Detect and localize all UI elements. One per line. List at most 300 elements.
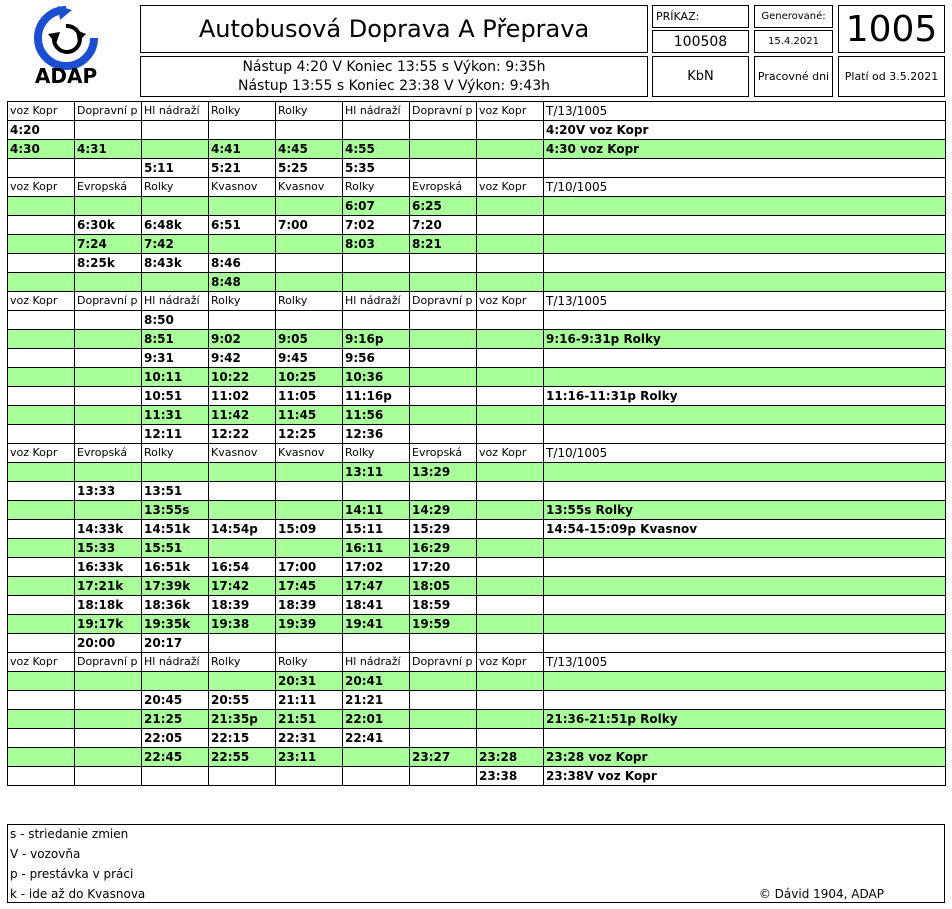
- time-cell: 19:59: [410, 615, 477, 634]
- time-cell: [410, 691, 477, 710]
- time-cell: [410, 330, 477, 349]
- time-cell: 12:25: [276, 425, 343, 444]
- time-cell: Rolky: [276, 653, 343, 672]
- time-cell: 15:29: [410, 520, 477, 539]
- time-cell: [8, 368, 75, 387]
- time-cell: [8, 387, 75, 406]
- time-cell: 10:11: [142, 368, 209, 387]
- table-row: [8, 387, 946, 406]
- shift-line-1: Nástup 4:20 V Koniec 13:55 s Výkon: 9:35h: [242, 58, 546, 75]
- time-cell: [477, 406, 544, 425]
- legend-item-v: V - vozovňa: [10, 847, 81, 861]
- time-cell: [8, 672, 75, 691]
- row-note-cell: [544, 197, 946, 216]
- time-cell: [75, 368, 142, 387]
- duty-number: 1005: [838, 5, 945, 53]
- time-cell: 23:27: [410, 748, 477, 767]
- time-cell: 8:50: [142, 311, 209, 330]
- time-cell: 7:24: [75, 235, 142, 254]
- row-note-cell: [544, 482, 946, 501]
- table-row: [8, 121, 946, 140]
- time-cell: [142, 140, 209, 159]
- time-cell: 4:41: [209, 140, 276, 159]
- time-cell: 6:48k: [142, 216, 209, 235]
- time-cell: Kvasnov: [209, 178, 276, 197]
- time-cell: 20:31: [276, 672, 343, 691]
- time-cell: voz Kopr: [8, 102, 75, 121]
- time-cell: [410, 121, 477, 140]
- time-cell: [343, 254, 410, 273]
- time-cell: [477, 672, 544, 691]
- row-note-cell: [544, 691, 946, 710]
- time-cell: Hl nádraží: [142, 292, 209, 311]
- time-cell: 5:11: [142, 159, 209, 178]
- time-cell: 8:48: [209, 273, 276, 292]
- time-cell: 6:51: [209, 216, 276, 235]
- legend-item-p: p - prestávka v práci: [10, 867, 134, 881]
- table-row: [8, 197, 946, 216]
- table-row: [8, 539, 946, 558]
- timetable-body: [8, 102, 946, 786]
- time-cell: 7:02: [343, 216, 410, 235]
- time-cell: 13:11: [343, 463, 410, 482]
- time-cell: 20:45: [142, 691, 209, 710]
- row-note-cell: [544, 254, 946, 273]
- time-cell: [75, 311, 142, 330]
- row-note-cell: 21:36-21:51p Rolky: [544, 710, 946, 729]
- time-cell: Dopravní p: [410, 292, 477, 311]
- time-cell: 14:11: [343, 501, 410, 520]
- time-cell: 16:33k: [75, 558, 142, 577]
- row-note-cell: T/10/1005: [544, 444, 946, 463]
- row-note-cell: [544, 273, 946, 292]
- time-cell: 17:21k: [75, 577, 142, 596]
- time-cell: [477, 330, 544, 349]
- generated-value: 15.4.2021: [754, 30, 833, 53]
- table-row: [8, 311, 946, 330]
- time-cell: [410, 729, 477, 748]
- time-cell: 8:43k: [142, 254, 209, 273]
- time-cell: 7:20: [410, 216, 477, 235]
- row-note-cell: [544, 463, 946, 482]
- time-cell: 17:20: [410, 558, 477, 577]
- legend: [7, 824, 945, 903]
- time-cell: 16:51k: [142, 558, 209, 577]
- table-row: [8, 330, 946, 349]
- time-cell: 22:55: [209, 748, 276, 767]
- time-cell: [410, 254, 477, 273]
- time-cell: [8, 539, 75, 558]
- logo-text: ADAP: [34, 64, 98, 88]
- time-cell: Evropská: [410, 178, 477, 197]
- time-cell: [410, 482, 477, 501]
- time-cell: 11:31: [142, 406, 209, 425]
- table-row: [8, 406, 946, 425]
- time-cell: 19:17k: [75, 615, 142, 634]
- time-cell: [8, 634, 75, 653]
- time-cell: 5:21: [209, 159, 276, 178]
- time-cell: [209, 539, 276, 558]
- legend-item-k: k - ide až do Kvasnova: [10, 887, 146, 901]
- time-cell: 22:05: [142, 729, 209, 748]
- time-cell: 13:29: [410, 463, 477, 482]
- time-cell: [75, 710, 142, 729]
- table-row: [8, 482, 946, 501]
- time-cell: 11:16p: [343, 387, 410, 406]
- time-cell: 15:09: [276, 520, 343, 539]
- time-cell: [8, 520, 75, 539]
- row-note-cell: [544, 615, 946, 634]
- time-cell: [8, 767, 75, 786]
- time-cell: Hl nádraží: [343, 292, 410, 311]
- time-cell: 7:00: [276, 216, 343, 235]
- time-cell: [410, 140, 477, 159]
- time-cell: voz Kopr: [8, 178, 75, 197]
- table-row: [8, 254, 946, 273]
- time-cell: 16:54: [209, 558, 276, 577]
- company-title: Autobusová Doprava A Přeprava: [140, 5, 648, 53]
- time-cell: 11:56: [343, 406, 410, 425]
- time-cell: [75, 197, 142, 216]
- table-row: [8, 672, 946, 691]
- time-cell: [477, 501, 544, 520]
- time-cell: 8:25k: [75, 254, 142, 273]
- time-cell: [276, 767, 343, 786]
- time-cell: [142, 463, 209, 482]
- time-cell: 23:11: [276, 748, 343, 767]
- time-cell: [477, 235, 544, 254]
- time-cell: [477, 596, 544, 615]
- time-cell: [142, 273, 209, 292]
- copyright: © Dávid 1904, ADAP: [758, 887, 884, 901]
- time-cell: 10:25: [276, 368, 343, 387]
- time-cell: 22:45: [142, 748, 209, 767]
- row-note-cell: 4:20V voz Kopr: [544, 121, 946, 140]
- row-note-cell: 14:54-15:09p Kvasnov: [544, 520, 946, 539]
- row-note-cell: T/13/1005: [544, 292, 946, 311]
- time-cell: [8, 558, 75, 577]
- time-cell: [8, 273, 75, 292]
- time-cell: [477, 387, 544, 406]
- time-cell: 13:51: [142, 482, 209, 501]
- time-cell: Dopravní p: [410, 102, 477, 121]
- time-cell: [276, 235, 343, 254]
- time-cell: [8, 330, 75, 349]
- time-cell: [410, 425, 477, 444]
- time-cell: [75, 729, 142, 748]
- operating-days: Pracovné dni: [754, 56, 833, 97]
- shift-line-2: Nástup 13:55 s Koniec 23:38 V Výkon: 9:43h: [238, 77, 550, 94]
- time-cell: [142, 767, 209, 786]
- time-cell: [8, 254, 75, 273]
- time-cell: 15:33: [75, 539, 142, 558]
- time-cell: 18:59: [410, 596, 477, 615]
- time-cell: [75, 159, 142, 178]
- time-cell: [477, 615, 544, 634]
- time-cell: Dopravní p: [75, 292, 142, 311]
- time-cell: 18:39: [276, 596, 343, 615]
- time-cell: 11:42: [209, 406, 276, 425]
- table-row: [8, 273, 946, 292]
- time-cell: [8, 349, 75, 368]
- row-note-cell: [544, 235, 946, 254]
- time-cell: Rolky: [276, 102, 343, 121]
- time-cell: [209, 767, 276, 786]
- time-cell: Rolky: [209, 292, 276, 311]
- time-cell: Rolky: [209, 102, 276, 121]
- time-cell: [209, 235, 276, 254]
- time-cell: 18:05: [410, 577, 477, 596]
- time-cell: [75, 387, 142, 406]
- time-cell: voz Kopr: [477, 102, 544, 121]
- time-cell: voz Kopr: [477, 653, 544, 672]
- time-cell: 18:41: [343, 596, 410, 615]
- time-cell: Kvasnov: [209, 444, 276, 463]
- time-cell: [477, 216, 544, 235]
- time-cell: 21:21: [343, 691, 410, 710]
- time-cell: 8:03: [343, 235, 410, 254]
- time-cell: [75, 273, 142, 292]
- time-cell: Rolky: [276, 292, 343, 311]
- generated-label: Generované:: [754, 5, 833, 28]
- time-cell: [477, 273, 544, 292]
- row-note-cell: [544, 311, 946, 330]
- table-row: [8, 216, 946, 235]
- row-note-cell: 23:38V voz Kopr: [544, 767, 946, 786]
- table-row: [8, 349, 946, 368]
- time-cell: Evropská: [410, 444, 477, 463]
- time-cell: Kvasnov: [276, 444, 343, 463]
- legend-item-s: s - striedanie zmien: [10, 827, 129, 841]
- time-cell: 14:54p: [209, 520, 276, 539]
- stop-header-row: [8, 292, 946, 311]
- time-cell: Hl nádraží: [343, 102, 410, 121]
- time-cell: 21:25: [142, 710, 209, 729]
- time-cell: [477, 425, 544, 444]
- time-cell: 17:47: [343, 577, 410, 596]
- time-cell: [477, 691, 544, 710]
- time-cell: [142, 672, 209, 691]
- row-note-cell: [544, 406, 946, 425]
- row-note-cell: [544, 672, 946, 691]
- time-cell: 19:38: [209, 615, 276, 634]
- time-cell: voz Kopr: [477, 292, 544, 311]
- time-cell: Dopravní p: [75, 653, 142, 672]
- time-cell: voz Kopr: [8, 653, 75, 672]
- time-cell: [75, 349, 142, 368]
- row-note-cell: [544, 558, 946, 577]
- time-cell: [209, 463, 276, 482]
- time-cell: 22:01: [343, 710, 410, 729]
- time-cell: 10:36: [343, 368, 410, 387]
- table-row: [8, 501, 946, 520]
- table-row: [8, 710, 946, 729]
- time-cell: 9:56: [343, 349, 410, 368]
- time-cell: [276, 634, 343, 653]
- time-cell: [8, 425, 75, 444]
- time-cell: [8, 710, 75, 729]
- time-cell: [8, 216, 75, 235]
- time-cell: 9:45: [276, 349, 343, 368]
- duty-timetable: [7, 101, 946, 786]
- time-cell: [75, 748, 142, 767]
- row-note-cell: T/13/1005: [544, 653, 946, 672]
- time-cell: 16:11: [343, 539, 410, 558]
- time-cell: [477, 634, 544, 653]
- time-cell: 11:05: [276, 387, 343, 406]
- time-cell: 11:45: [276, 406, 343, 425]
- time-cell: 14:33k: [75, 520, 142, 539]
- time-cell: [75, 463, 142, 482]
- time-cell: [343, 311, 410, 330]
- time-cell: 18:18k: [75, 596, 142, 615]
- time-cell: [75, 406, 142, 425]
- time-cell: [343, 482, 410, 501]
- time-cell: 15:11: [343, 520, 410, 539]
- row-note-cell: T/10/1005: [544, 178, 946, 197]
- time-cell: [276, 482, 343, 501]
- table-row: [8, 577, 946, 596]
- time-cell: [75, 425, 142, 444]
- time-cell: 14:51k: [142, 520, 209, 539]
- time-cell: [477, 482, 544, 501]
- time-cell: [276, 273, 343, 292]
- time-cell: [477, 349, 544, 368]
- time-cell: 12:36: [343, 425, 410, 444]
- row-note-cell: 23:28 voz Kopr: [544, 748, 946, 767]
- time-cell: 8:46: [209, 254, 276, 273]
- time-cell: 12:11: [142, 425, 209, 444]
- valid-from: Platí od 3.5.2021: [838, 56, 945, 97]
- table-row: [8, 767, 946, 786]
- time-cell: [276, 501, 343, 520]
- row-note-cell: T/13/1005: [544, 102, 946, 121]
- time-cell: [209, 672, 276, 691]
- time-cell: 6:30k: [75, 216, 142, 235]
- row-note-cell: [544, 425, 946, 444]
- time-cell: [477, 254, 544, 273]
- time-cell: 9:02: [209, 330, 276, 349]
- table-row: [8, 520, 946, 539]
- row-note-cell: [544, 729, 946, 748]
- time-cell: [343, 634, 410, 653]
- table-row: [8, 748, 946, 767]
- time-cell: [75, 501, 142, 520]
- time-cell: [142, 197, 209, 216]
- time-cell: [75, 121, 142, 140]
- time-cell: 7:42: [142, 235, 209, 254]
- time-cell: [75, 767, 142, 786]
- time-cell: 19:39: [276, 615, 343, 634]
- time-cell: 8:21: [410, 235, 477, 254]
- row-note-cell: 9:16-9:31p Rolky: [544, 330, 946, 349]
- time-cell: Dopravní p: [410, 653, 477, 672]
- time-cell: 19:35k: [142, 615, 209, 634]
- time-cell: [477, 368, 544, 387]
- time-cell: 10:51: [142, 387, 209, 406]
- time-cell: [410, 767, 477, 786]
- time-cell: Rolky: [142, 444, 209, 463]
- row-note-cell: [544, 368, 946, 387]
- row-note-cell: 4:30 voz Kopr: [544, 140, 946, 159]
- time-cell: 17:42: [209, 577, 276, 596]
- time-cell: 16:29: [410, 539, 477, 558]
- time-cell: [142, 121, 209, 140]
- time-cell: [477, 159, 544, 178]
- time-cell: [477, 577, 544, 596]
- time-cell: 22:15: [209, 729, 276, 748]
- time-cell: [209, 197, 276, 216]
- time-cell: [477, 729, 544, 748]
- time-cell: [8, 748, 75, 767]
- time-cell: 21:51: [276, 710, 343, 729]
- stop-header-row: [8, 653, 946, 672]
- time-cell: Rolky: [343, 444, 410, 463]
- time-cell: [410, 311, 477, 330]
- time-cell: [8, 501, 75, 520]
- time-cell: [477, 311, 544, 330]
- time-cell: [209, 311, 276, 330]
- time-cell: [75, 672, 142, 691]
- time-cell: Hl nádraží: [142, 653, 209, 672]
- time-cell: 13:55s: [142, 501, 209, 520]
- time-cell: 22:41: [343, 729, 410, 748]
- time-cell: [8, 596, 75, 615]
- stop-header-row: [8, 444, 946, 463]
- time-cell: 8:51: [142, 330, 209, 349]
- time-cell: [8, 729, 75, 748]
- time-cell: 11:02: [209, 387, 276, 406]
- time-cell: 14:29: [410, 501, 477, 520]
- time-cell: 6:07: [343, 197, 410, 216]
- time-cell: [477, 463, 544, 482]
- time-cell: [8, 577, 75, 596]
- table-row: [8, 140, 946, 159]
- time-cell: 4:31: [75, 140, 142, 159]
- time-cell: 13:33: [75, 482, 142, 501]
- time-cell: 17:45: [276, 577, 343, 596]
- time-cell: [477, 197, 544, 216]
- time-cell: [410, 710, 477, 729]
- time-cell: [276, 197, 343, 216]
- time-cell: [477, 558, 544, 577]
- time-cell: voz Kopr: [8, 292, 75, 311]
- time-cell: [410, 634, 477, 653]
- time-cell: Rolky: [209, 653, 276, 672]
- time-cell: [276, 121, 343, 140]
- time-cell: [343, 767, 410, 786]
- time-cell: 9:42: [209, 349, 276, 368]
- time-cell: 17:00: [276, 558, 343, 577]
- table-row: [8, 235, 946, 254]
- time-cell: 4:55: [343, 140, 410, 159]
- row-note-cell: [544, 596, 946, 615]
- prikaz-value: 100508: [652, 30, 749, 53]
- time-cell: 9:16p: [343, 330, 410, 349]
- time-cell: [477, 121, 544, 140]
- time-cell: [8, 311, 75, 330]
- row-note-cell: [544, 634, 946, 653]
- table-row: [8, 463, 946, 482]
- time-cell: [8, 691, 75, 710]
- time-cell: [75, 691, 142, 710]
- time-cell: [8, 159, 75, 178]
- time-cell: [410, 368, 477, 387]
- time-cell: voz Kopr: [8, 444, 75, 463]
- time-cell: [209, 121, 276, 140]
- table-row: [8, 615, 946, 634]
- table-row: [8, 368, 946, 387]
